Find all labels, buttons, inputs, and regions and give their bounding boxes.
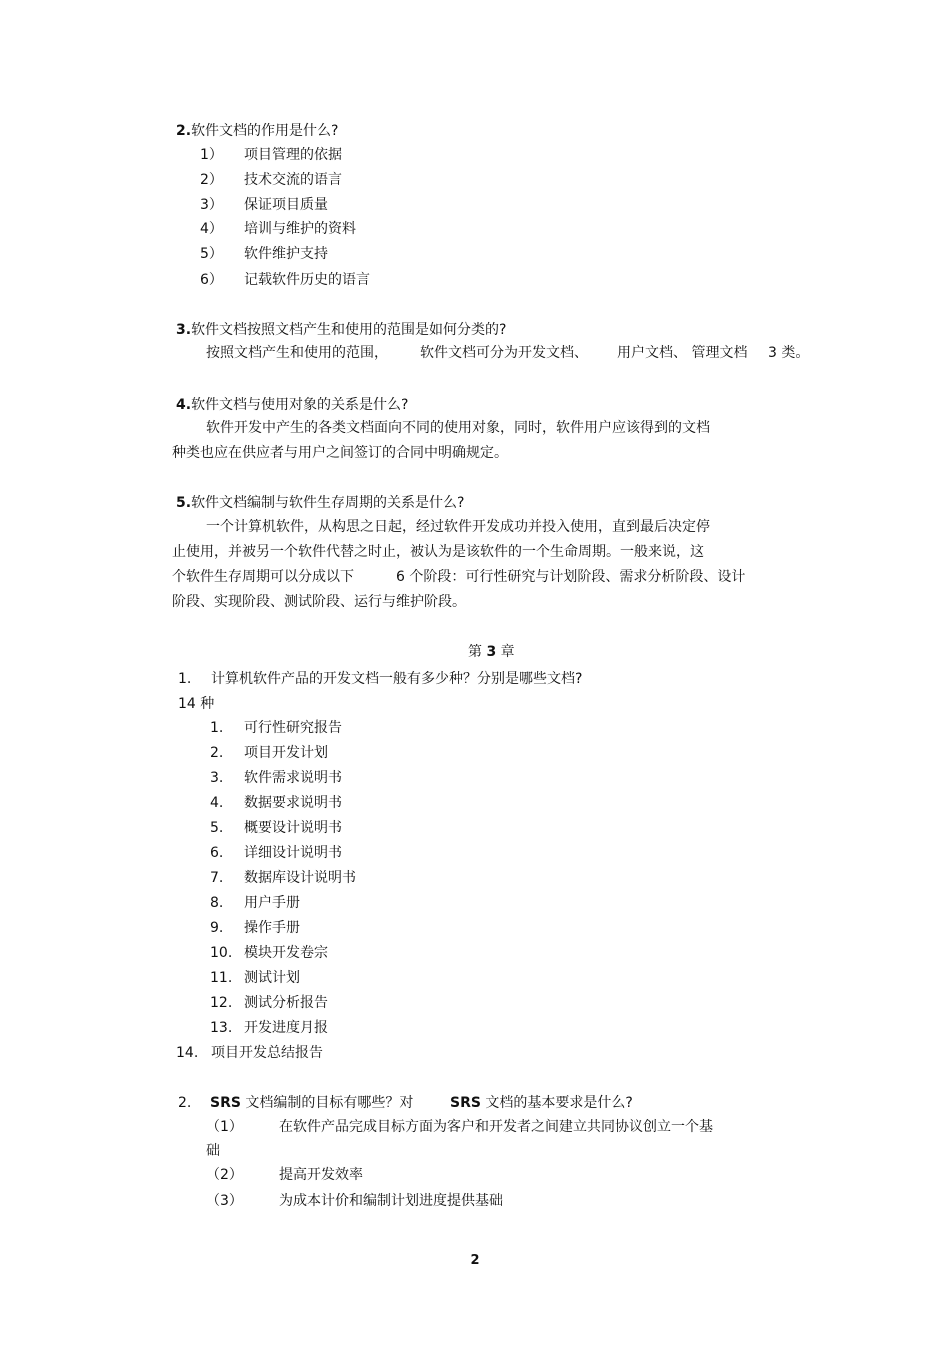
c1-item-num: 7. (210, 870, 224, 886)
q2-item-num: 6） (200, 272, 223, 288)
c2-item: 为成本计价和编制计划进度提供基础 (279, 1193, 503, 1209)
c1-item-num: 6. (210, 845, 224, 861)
q4-answer-line: 种类也应在供应者与用户之间签订的合同中明确规定。 (172, 445, 508, 461)
c1-item: 用户手册 (244, 895, 300, 911)
c1-item-num: 4. (210, 795, 224, 811)
q3-answer-part: 软件文档可分为开发文档、 (420, 345, 588, 361)
q5-answer-line: 止使用，并被另一个软件代替之时止，被认为是该软件的一个生命周期。一般来说，这 (172, 544, 704, 560)
c1-item: 数据库设计说明书 (244, 870, 356, 886)
c1-count: 14 种 (178, 696, 215, 712)
q2-item-num: 3） (200, 197, 223, 213)
c1-item-num: 8. (210, 895, 224, 911)
c1-item: 测试分析报告 (244, 995, 328, 1011)
q2-item: 培训与维护的资料 (244, 221, 356, 237)
c2-item-num: （1） (206, 1119, 243, 1135)
c2-question-part: SRS 文档编制的目标有哪些？对 (210, 1095, 414, 1111)
q4-heading: 4.软件文档与使用对象的关系是什么? (176, 397, 409, 413)
q2-item: 软件维护支持 (244, 246, 328, 262)
c1-item-num: 14. (176, 1045, 199, 1061)
c1-item: 详细设计说明书 (244, 845, 342, 861)
page-number: 2 (470, 1253, 480, 1268)
c1-item-num: 9. (210, 920, 224, 936)
c2-number: 2. (178, 1095, 192, 1111)
c1-item-num: 12. (210, 995, 233, 1011)
q3-answer-part: 用户文档、 管理文档 (617, 345, 748, 361)
c1-item: 开发进度月报 (244, 1020, 328, 1036)
chapter-heading: 第 3 章 (468, 644, 515, 660)
c2-item: 在软件产品完成目标方面为客户和开发者之间建立共同协议创立一个基 (279, 1119, 713, 1135)
c2-item-wrap: 础 (206, 1143, 220, 1159)
c1-item: 模块开发卷宗 (244, 945, 328, 961)
q5-answer-line: 一个计算机软件，从构思之日起，经过软件开发成功并投入使用，直到最后决定停 (206, 519, 710, 535)
q3-answer-part: 3 类。 (768, 345, 810, 361)
q2-item-num: 5） (200, 246, 223, 262)
q2-heading: 2.软件文档的作用是什么? (176, 123, 339, 139)
c1-item-num: 11. (210, 970, 233, 986)
c2-item-num: （3） (206, 1193, 243, 1209)
q3-answer-part: 按照文档产生和使用的范围， (206, 345, 388, 361)
q5-answer-line: 6 个阶段：可行性研究与计划阶段、需求分析阶段、设计 (396, 569, 746, 585)
c1-number: 1. (178, 671, 192, 687)
c1-item: 操作手册 (244, 920, 300, 936)
q2-item: 保证项目质量 (244, 197, 328, 213)
q2-item-num: 2） (200, 172, 223, 188)
q2-item: 项目管理的依据 (244, 147, 342, 163)
c1-item-num: 1. (210, 720, 224, 736)
c1-question: 计算机软件产品的开发文档一般有多少种？分别是哪些文档? (211, 671, 583, 687)
q2-item: 记载软件历史的语言 (244, 272, 370, 288)
c2-question-part: SRS 文档的基本要求是什么? (450, 1095, 633, 1111)
q2-item-num: 4） (200, 221, 223, 237)
c1-item: 项目开发总结报告 (211, 1045, 323, 1061)
c1-item: 项目开发计划 (244, 745, 328, 761)
q5-heading: 5.软件文档编制与软件生存周期的关系是什么? (176, 495, 465, 511)
c1-item: 可行性研究报告 (244, 720, 342, 736)
c1-item: 数据要求说明书 (244, 795, 342, 811)
c1-item-num: 5. (210, 820, 224, 836)
c1-item-num: 2. (210, 745, 224, 761)
c2-item: 提高开发效率 (279, 1167, 363, 1183)
c1-item: 概要设计说明书 (244, 820, 342, 836)
q2-item-num: 1） (200, 147, 223, 163)
q2-item: 技术交流的语言 (244, 172, 342, 188)
c1-item: 软件需求说明书 (244, 770, 342, 786)
c2-item-num: （2） (206, 1167, 243, 1183)
c1-item-num: 13. (210, 1020, 233, 1036)
q4-answer-line: 软件开发中产生的各类文档面向不同的使用对象，同时，软件用户应该得到的文档 (206, 420, 710, 436)
c1-item-num: 10. (210, 945, 233, 961)
c1-item: 测试计划 (244, 970, 300, 986)
q5-answer-line: 个软件生存周期可以分成以下 (172, 569, 354, 585)
c1-item-num: 3. (210, 770, 224, 786)
q5-answer-line: 阶段、实现阶段、测试阶段、运行与维护阶段。 (172, 594, 466, 610)
q3-heading: 3.软件文档按照文档产生和使用的范围是如何分类的? (176, 322, 507, 338)
